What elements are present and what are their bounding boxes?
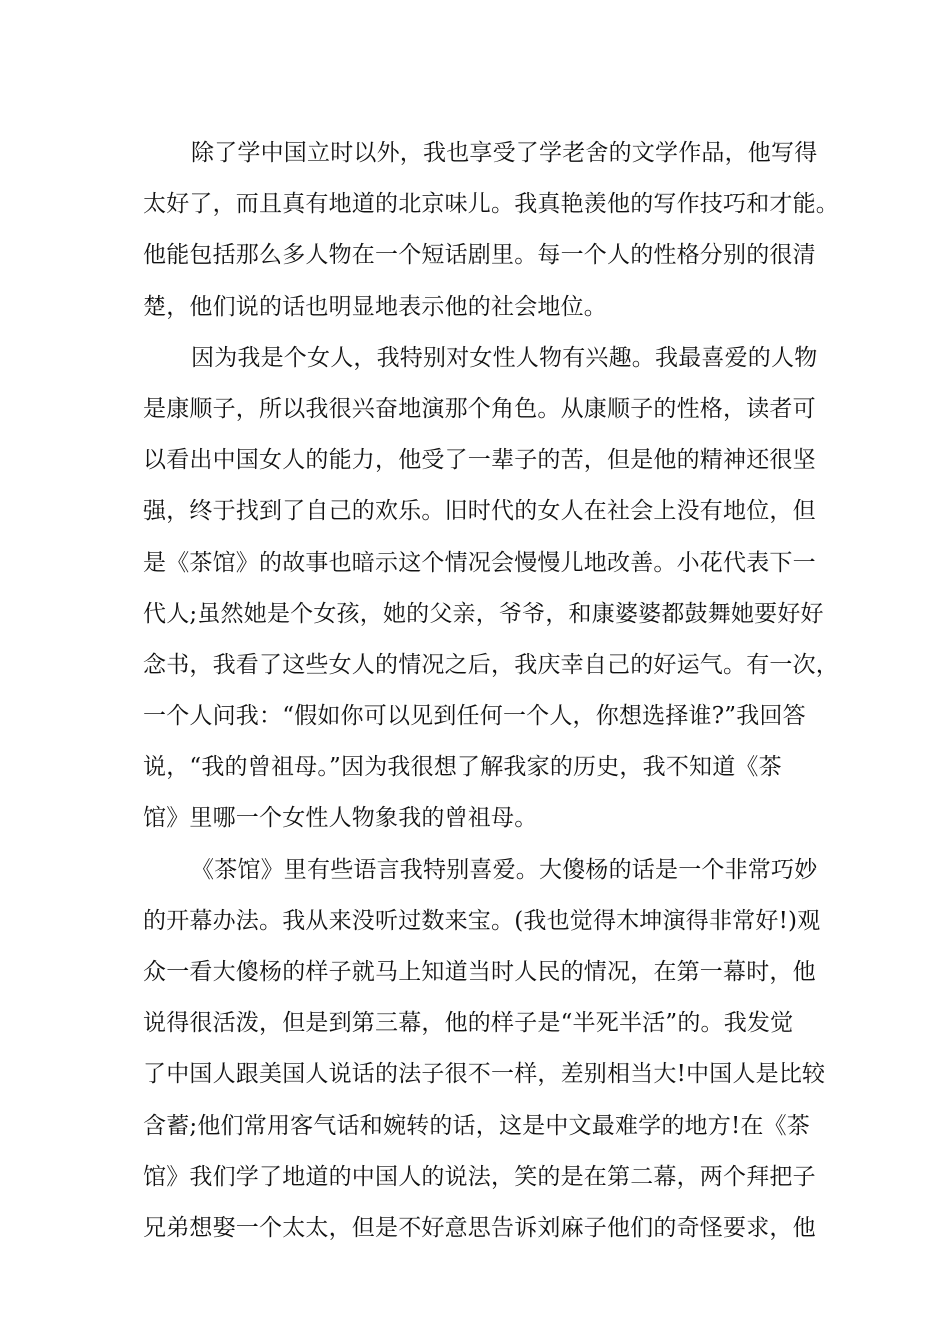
- paragraph-line: 太好了，而且真有地道的北京味儿。我真艳羡他的写作技巧和才能。: [143, 191, 839, 218]
- paragraph-line: 一个人问我：“假如你可以见到任何一个人，你想选择谁?”我回答: [143, 703, 806, 730]
- paragraph-line: 众一看大傻杨的样子就马上知道当时人民的情况，在第一幕时，他: [143, 959, 816, 985]
- paragraph-line: 除了学中国立时以外，我也享受了学老舍的文学作品，他写得: [191, 140, 818, 166]
- paragraph-line: 是康顺子，所以我很兴奋地演那个角色。从康顺子的性格，读者可: [143, 395, 816, 422]
- paragraph-line: 念书，我看了这些女人的情况之后，我庆幸自己的好运气。有一次，: [143, 651, 839, 678]
- paragraph-line: 兄弟想娶一个太太，但是不好意思告诉刘麻子他们的奇怪要求，他: [143, 1214, 816, 1241]
- paragraph-line: 说得很活泼，但是到第三幕，他的样子是“半死半活”的。我发觉: [143, 1010, 794, 1037]
- paragraph-line: 强，终于找到了自己的欢乐。旧时代的女人在社会上没有地位，但: [143, 498, 816, 525]
- document-body: [143, 128, 839, 1254]
- paragraph-line: 的开幕办法。我从来没听过数来宝。(我也觉得木坤演得非常好!)观: [143, 907, 821, 934]
- paragraph-line: 代人;虽然她是个女孩，她的父亲，爷爷，和康婆婆都鼓舞她要好好: [143, 600, 824, 627]
- paragraph-line: 了中国人跟美国人说话的法子很不一样，差别相当大!中国人是比较: [143, 1061, 826, 1088]
- paragraph-line: 以看出中国女人的能力，他受了一辈子的苦，但是他的精神还很坚: [143, 447, 816, 474]
- paragraph-line: 说，“我的曾祖母。”因为我很想了解我家的历史，我不知道《茶: [143, 754, 782, 781]
- paragraph-line: 是《茶馆》的故事也暗示这个情况会慢慢儿地改善。小花代表下一: [143, 549, 816, 576]
- paragraph-line: 他能包括那么多人物在一个短话剧里。每一个人的性格分别的很清: [143, 242, 816, 269]
- paragraph-line: 楚，他们说的话也明显地表示他的社会地位。: [143, 293, 607, 320]
- paragraph: [143, 845, 826, 1255]
- paragraph: [143, 128, 839, 333]
- paragraph-line: 《茶馆》里有些语言我特别喜爱。大傻杨的话是一个非常巧妙: [191, 856, 818, 883]
- paragraph: [143, 333, 839, 845]
- paragraph-line: 含蓄;他们常用客气话和婉转的话，这是中文最难学的地方!在《茶: [143, 1112, 810, 1139]
- paragraph-line: 因为我是个女人，我特别对女性人物有兴趣。我最喜爱的人物: [191, 344, 818, 371]
- paragraph-line: 馆》我们学了地道的中国人的说法，笑的是在第二幕，两个拜把子: [143, 1163, 816, 1190]
- paragraph-line: 馆》里哪一个女性人物象我的曾祖母。: [143, 805, 538, 832]
